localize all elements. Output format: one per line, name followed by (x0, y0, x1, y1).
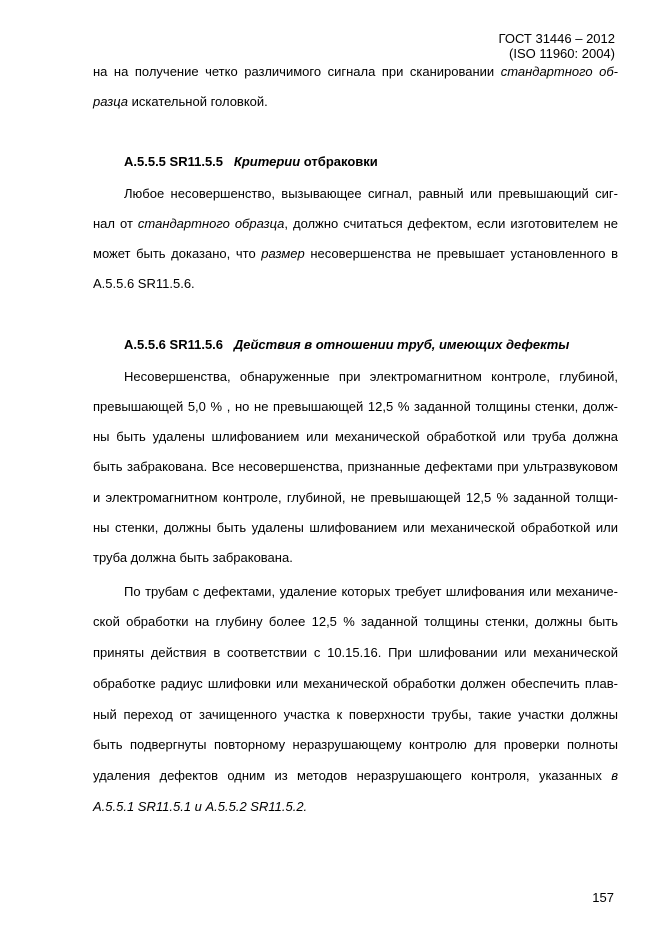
emphasis-text: разца (93, 94, 129, 109)
page-number: 157 (592, 890, 614, 905)
paragraph-line: обработке радиус шлифовки или механической обработки должен обеспечить плав- (93, 676, 618, 691)
paragraph-line: труба должна быть забракована. (93, 550, 293, 565)
text-run: несовершенства не превышает установленного в (304, 246, 618, 261)
section-number: A.5.5.5 SR11.5.5 (124, 154, 224, 169)
text-run: искательной головкой. (128, 94, 268, 109)
section-title-emphasis: Критерии (233, 154, 301, 169)
section-heading-a555 (124, 154, 649, 170)
section-title: Действия в отношении труб, имеющих дефекты (233, 337, 570, 352)
emphasis-text: в (611, 768, 618, 783)
text-run: удаления дефектов одним из методов неразрушающего контроля, указанных (93, 768, 612, 783)
paragraph-line: Любое несовершенство, вызывающее сигнал, равный или превышающий сиг- (124, 186, 618, 201)
emphasis-text: стандартного об- (500, 64, 618, 79)
iso-reference: (ISO 11960: 2004) (509, 46, 615, 61)
text-run: на на получение четко различимого сигнала при сканировании (93, 64, 501, 79)
section-heading-a556 (124, 337, 649, 353)
paragraph-line (93, 216, 618, 232)
paragraph-line: ны быть удалены шлифованием или механической обработкой или труба должна (93, 429, 618, 444)
paragraph-line: По трубам с дефектами, удаление которых требует шлифования или механиче- (124, 584, 618, 599)
intro-line (93, 64, 618, 80)
text-run: , должно считаться дефектом, если изготовителем не (284, 216, 618, 231)
paragraph-line: приняты действия в соответствии с 10.15.16. При шлифовании или механической (93, 645, 618, 660)
intro-line (93, 94, 618, 110)
paragraph-line: Несовершенства, обнаруженные при электромагнитном контроле, глубиной, (124, 369, 618, 384)
emphasis-text: стандартного образца (137, 216, 285, 231)
section-title: отбраковки (300, 154, 378, 169)
text-run: нал от (93, 216, 138, 231)
paragraph-line: быть подвергнуты повторному неразрушающему контролю для проверки полноты (93, 737, 618, 752)
paragraph-line: ны стенки, должны быть удалены шлифованием или механической обработкой или (93, 520, 618, 535)
paragraph-line (93, 768, 618, 784)
paragraph-line: превышающей 5,0 % , но не превышающей 12,5 % заданной толщины стенки, долж- (93, 399, 618, 414)
paragraph-line: быть забракована. Все несовершенства, признанные дефектами при ультразвуковом (93, 459, 618, 474)
paragraph-line: A.5.5.1 SR11.5.1 и A.5.5.2 SR11.5.2. (93, 799, 308, 814)
running-header (499, 31, 615, 61)
emphasis-text: размер (261, 246, 305, 261)
section-number: A.5.5.6 SR11.5.6 (124, 337, 224, 352)
paragraph-line: A.5.5.6 SR11.5.6. (93, 276, 195, 291)
standard-number: ГОСТ 31446 – 2012 (498, 31, 615, 46)
paragraph-line: и электромагнитном контроле, глубиной, не превышающей 12,5 % заданной толщи- (93, 490, 618, 505)
paragraph-line (93, 246, 618, 262)
paragraph-line: ской обработки на глубину более 12,5 % заданной толщины стенки, должны быть (93, 614, 618, 629)
text-run: может быть доказано, что (93, 246, 262, 261)
paragraph-line: ный переход от зачищенного участка к поверхности трубы, такие участки должны (93, 707, 618, 722)
